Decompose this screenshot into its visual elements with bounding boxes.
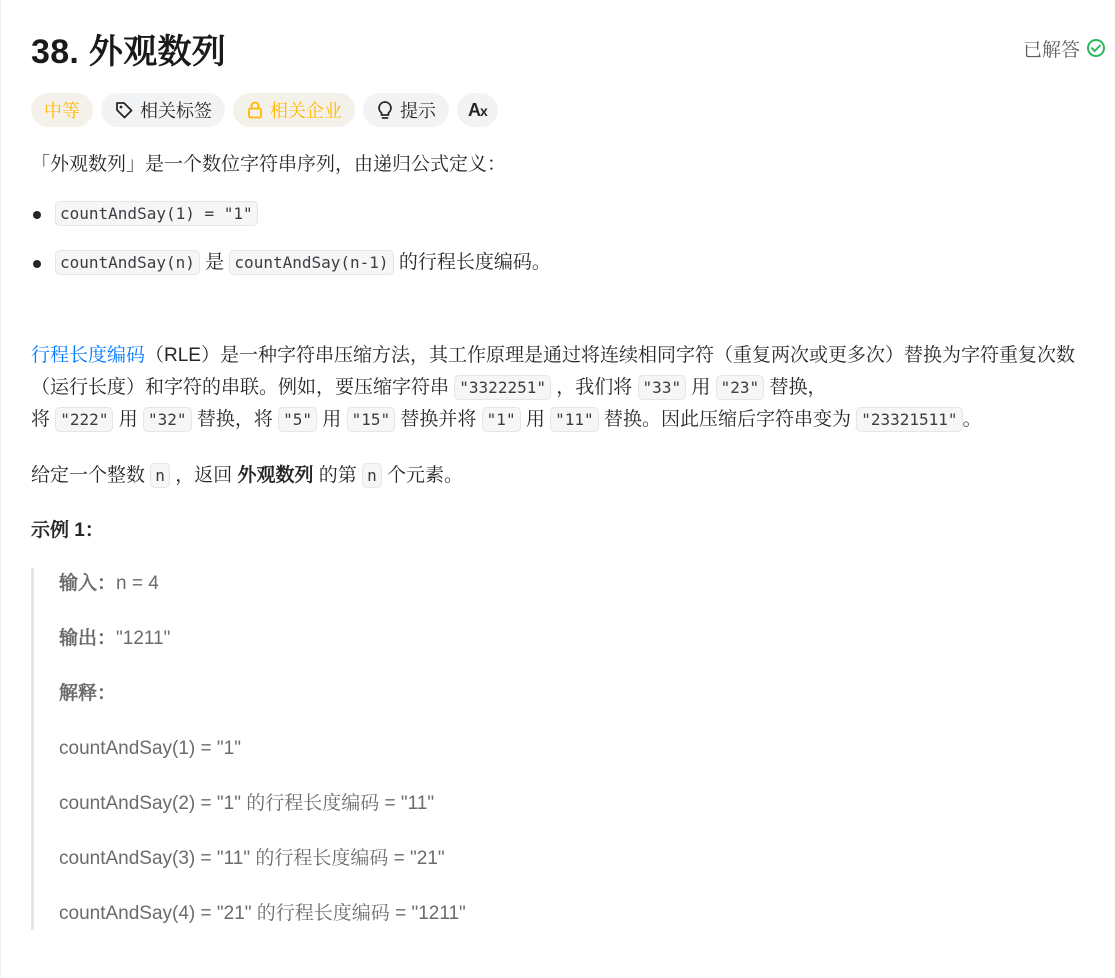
hint-label: 提示 [400, 101, 436, 121]
inline-code: "33" [638, 375, 687, 400]
translate-icon: Ax [468, 99, 487, 120]
definition-list [31, 198, 1101, 279]
inline-code: "32" [143, 407, 192, 432]
example-output: 输出："1211" [59, 628, 171, 649]
inline-code: "5" [278, 407, 317, 432]
title-row [31, 22, 1106, 74]
inline-code: countAndSay(1) = "1" [55, 201, 258, 226]
tag-bar [31, 93, 1115, 127]
example-title: 示例 1： [31, 520, 104, 541]
inline-code: countAndSay(n) [55, 250, 200, 275]
intro-paragraph: 「外观数列」是一个数位字符串序列，由递归公式定义： [31, 154, 507, 175]
related-companies-label: 相关企业 [270, 101, 342, 121]
inline-code: countAndSay(n-1) [229, 250, 393, 275]
inline-code: "23321511" [856, 407, 962, 432]
lock-icon [246, 100, 264, 120]
lightbulb-icon [376, 100, 394, 120]
solved-status [1023, 35, 1106, 62]
bold-term: 外观数列 [237, 465, 314, 486]
inline-code: n [362, 463, 382, 488]
rle-paragraph: 行程长度编码（RLE）是一种字符串压缩方法，其工作原理是通过将连续相同字符（重复两次或更多次）替换为字符重复次数（运行长度）和字符的串联。例如，要压缩字符串 "3322251" ，我们将 "33" 用 "23" 替换， 将 "222" 用 "32" 替换，将 "5" 用 "15" 替换并将 "1" 用 "11" 替换。因此压缩后字符串变为 "23321511" 。 [31, 345, 1075, 430]
example-explanation-label: 解释： [59, 683, 117, 704]
inline-code: "1" [482, 407, 521, 432]
inline-code: "222" [55, 407, 113, 432]
list-item: countAndSay(n) 是 countAndSay(n-1) 的行程长度编码。 [31, 247, 1101, 279]
example-line: countAndSay(2) = "1" 的行程长度编码 = "11" [59, 793, 435, 814]
related-tags-label: 相关标签 [140, 101, 212, 121]
inline-code: "3322251" [454, 375, 551, 400]
inline-code: n [150, 463, 170, 488]
translate-button[interactable] [457, 93, 498, 127]
task-paragraph: 给定一个整数 n ，返回 外观数列 的第 n 个元素。 [31, 465, 463, 486]
example-line: countAndSay(4) = "21" 的行程长度编码 = "1211" [59, 903, 466, 924]
inline-code: "23" [716, 375, 765, 400]
difficulty-badge [31, 93, 93, 127]
inline-code: "11" [550, 407, 599, 432]
problem-content [31, 149, 1101, 930]
related-companies-button[interactable] [233, 93, 355, 127]
related-tags-button[interactable] [101, 93, 225, 127]
hint-button[interactable] [363, 93, 449, 127]
check-circle-icon [1086, 38, 1106, 58]
problem-title[interactable]: 38. 外观数列 [31, 32, 227, 71]
example-line: countAndSay(3) = "11" 的行程长度编码 = "21" [59, 848, 445, 869]
list-item [31, 198, 1101, 230]
solved-label: 已解答 [1022, 39, 1080, 61]
example-block [31, 568, 1099, 930]
example-line: countAndSay(1) = "1" [59, 738, 241, 759]
difficulty-label: 中等 [44, 101, 80, 121]
tag-icon [114, 100, 134, 120]
example-input: 输入：n = 4 [59, 573, 159, 594]
inline-code: "15" [347, 407, 396, 432]
rle-link[interactable]: 行程长度编码 [31, 345, 146, 366]
